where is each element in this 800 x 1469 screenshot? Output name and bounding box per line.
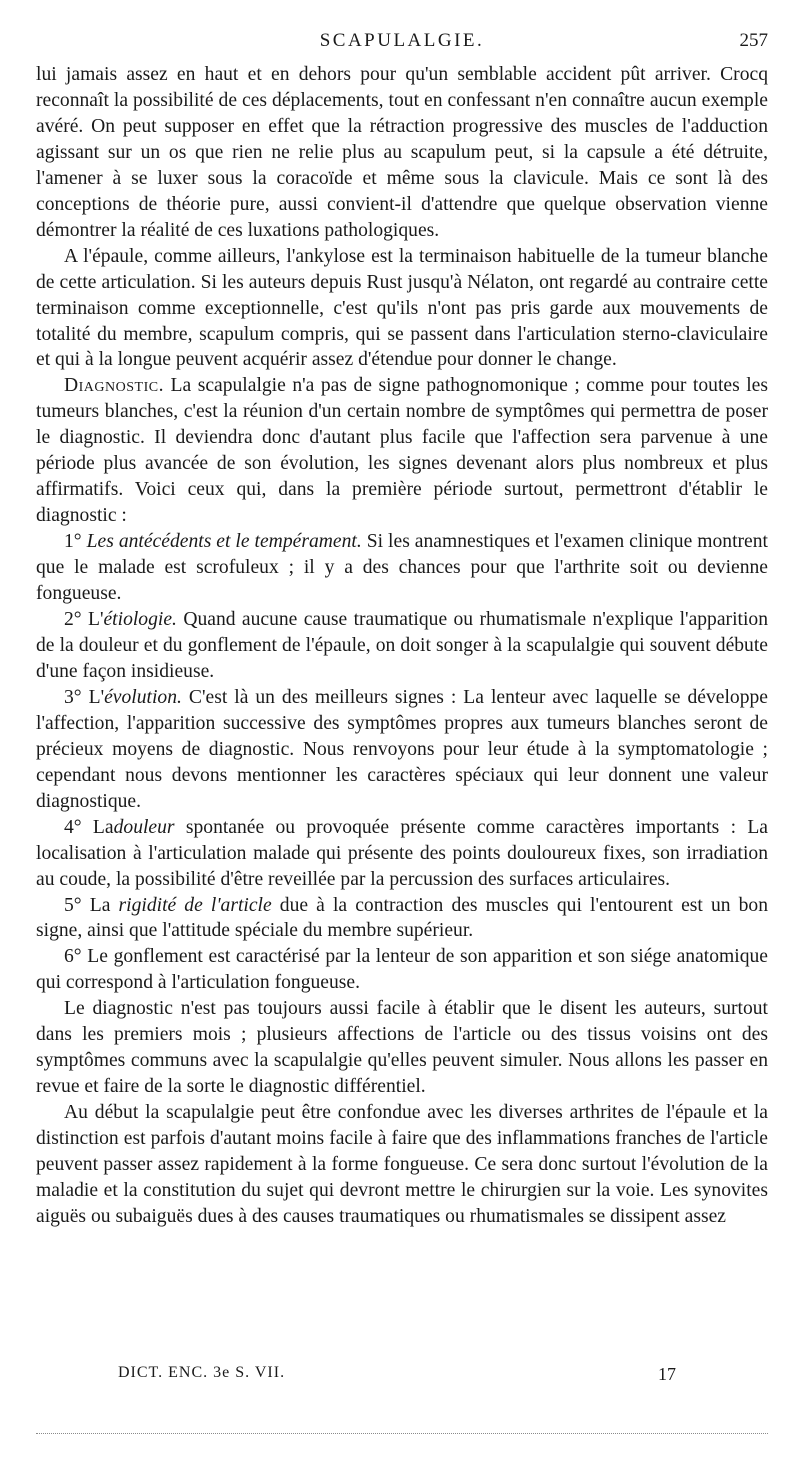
page-number: 257 [739,30,768,51]
item-3-text: C'est là un des meilleurs signes : La lenteur avec laquelle se développe l'affection, l'apparition successive des symptômes propres aux tumeurs blanches seront de précieux moyens de diagnostic. Nous renvoyons pour leur étude à la symptomatologie ; cependant nous devons mentionner les caractères spéciaux qui leur donnent une valeur diagnostique. [36,686,768,812]
paragraph-arthritis: Au début la scapulalgie peut être confondue avec les diverses arthrites de l'épaule et la distinction est parfois d'autant moins facile à faire que des inflammations franches de l'article peuvent passer assez rapidement à la forme fongueuse. Ce sera donc surtout l'évolution de la maladie et la constitution du sujet qui devront mettre le chirurgien sur la voie. Les synovites aiguës ou subaiguës dues à des causes traumatiques ou rhumatismales se dissipent assez [36,1102,768,1227]
item-1-number: 1° [64,531,82,553]
item-4-title: douleur [113,816,175,838]
signature-number: 17 [658,1364,676,1384]
item-1-title: Les antécédents et le tempérament. [86,531,362,553]
item-2-text: Quand aucune cause traumatique ou rhumatismale n'explique l'apparition de la douleur et du gonflement de l'épaule, on doit songer à la scapulalgie qui souvent débute d'une façon insidieuse. [36,609,769,682]
item-4-text: spontanée ou provoquée présente comme caractères importants : La localisation à l'articulation malade qui présente des points douloureux fixes, son irradiation au coude, la possibilité d'être reveillée par la percussion des surfaces articulaires. [36,816,768,890]
section-heading-diagnostic: Diagnostic. [64,375,164,397]
paragraph-item-3 [36,685,768,815]
paragraph-item-1 [36,529,768,607]
paragraph-differential: Le diagnostic n'est pas toujours aussi facile à établir que le disent les auteurs, surtout dans les premiers mois ; plusieurs affections de l'article ou des tissus voisins ont des symptômes communs avec la scapulalgie qu'elles peuvent simuler. Nous allons les passer en revue et faire de la sorte le diagnostic différentiel. [36,998,768,1098]
paragraph-diagnostic-text: La scapulalgie n'a pas de signe pathognomonique ; comme pour toutes les tumeurs blanches, c'est la réunion d'un certain nombre de symptômes qui permettra de poser le diagnostic. Il deviendra donc d'autant plus facile que l'affection sera parvenue à une période plus avancée de son évolution, les signes devenant alors plus nombreux et plus affirmatifs. Voici ceux qui, dans la première période surtout, permettront d'établir le diagnostic : [36,375,768,527]
page-footer [36,1364,768,1388]
item-2-number: 2° L' [64,609,104,631]
item-1-text: Si les anamnestiques et l'examen clinique montrent que le malade est scrofuleux ; il y a des chances pour que l'arthrite soit ou devienne fongueuse. [36,531,768,605]
item-3-number: 3° L' [64,686,105,708]
paragraph-item-4 [36,815,768,893]
item-4-number: 4° La [64,816,114,838]
paragraph-item-5 [36,893,768,945]
paragraph-item-6: 6° Le gonflement est caractérisé par la lenteur de son apparition et son siége anatomique qui correspond à l'articulation fongueuse. [36,946,768,994]
paragraph-item-2 [36,607,768,685]
item-5-text: due à la contraction des muscles qui l'entourent est un bon signe, ainsi que l'attitude spéciale du membre supérieur. [36,894,769,942]
running-title: SCAPULALGIE. [319,30,485,51]
running-head [36,30,768,56]
item-2-title: étiologie. [103,609,177,631]
item-5-number: 5° La [64,894,111,916]
paragraph-2: A l'épaule, comme ailleurs, l'ankylose est la terminaison habituelle de la tumeur blanche de cette articulation. Si les auteurs depuis Rust jusqu'à Nélaton, ont regardé au contraire cette terminaison comme exceptionnelle, c'est qu'ils n'ont pas pris garde aux mouvements de totalité du membre, scapulum compris, qui se passent dans l'articulation sterno-claviculaire et qui à la longue peuvent acquérir assez d'étendue pour donner le change. [36,245,768,371]
paragraph-1: lui jamais assez en haut et en dehors pour qu'un semblable accident pût arriver. Crocq reconnaît la possibilité de ces déplacements, tout en confessant n'en connaître aucun exemple avéré. On peut supposer en effet que la rétraction progressive des muscles de l'adduction agissant sur un os que rien ne relie plus au scapulum peut, si la capsule a été détruite, l'amener à se luxer sous la coracoïde et même sous la clavicule. Mais ce sont là des conceptions de théorie pure, aussi convient-il d'attendre que quelque observation vienne démontrer la réalité de ces luxations pathologiques. [36,64,768,241]
paragraph-diagnostic [36,373,768,529]
dotted-cut-line [36,1433,768,1434]
item-3-title: évolution. [104,686,182,708]
body-text [36,62,768,1230]
signature-mark: DICT. ENC. 3e S. VII. [118,1364,286,1381]
item-5-title: rigidité de l'article [118,894,272,916]
